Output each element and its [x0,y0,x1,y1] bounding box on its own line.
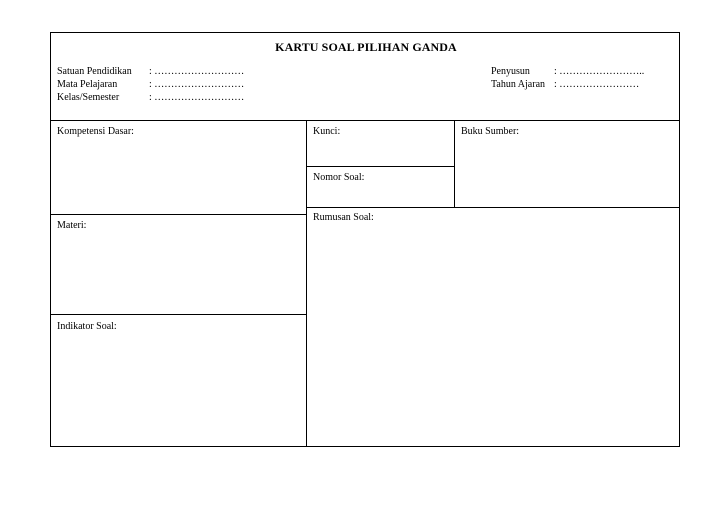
indikator-divider [51,314,306,315]
label-kompetensi-dasar: Kompetensi Dasar: [57,126,134,137]
header-left-values [149,65,244,104]
label-mata-pelajaran: Mata Pelajaran [57,79,118,90]
header-divider [51,120,679,121]
label-rumusan-soal: Rumusan Soal: [313,212,374,223]
value-penyusun: : …………………….. [554,66,645,77]
label-buku-sumber: Buku Sumber: [461,126,520,137]
label-tahun-ajaran: Tahun Ajaran [491,79,546,90]
label-satuan-pendidikan: Satuan Pendidikan [57,66,132,77]
label-penyusun: Penyusun [491,66,530,77]
label-kunci: Kunci: [313,126,341,137]
value-mata-pelajaran: : ……………………… [149,79,245,90]
header-right-values [554,65,644,91]
value-tahun-ajaran: : …………………… [554,79,640,90]
kunci-divider [306,166,454,167]
label-indikator-soal: Indikator Soal: [57,321,117,332]
materi-divider [51,214,306,215]
value-kelas-semester: : ……………………… [149,92,245,103]
column-divider-main [306,120,307,446]
rumusan-divider [306,207,679,208]
header-left-labels [57,65,132,104]
value-satuan-pendidikan: : ……………………… [149,66,245,77]
label-materi: Materi: [57,220,87,231]
header-right-labels [491,65,545,91]
card-title: KARTU SOAL PILIHAN GANDA [275,40,457,54]
label-nomor-soal: Nomor Soal: [313,172,365,183]
question-card [50,32,680,447]
label-kelas-semester: Kelas/Semester [57,92,120,103]
column-divider-right [454,120,455,207]
